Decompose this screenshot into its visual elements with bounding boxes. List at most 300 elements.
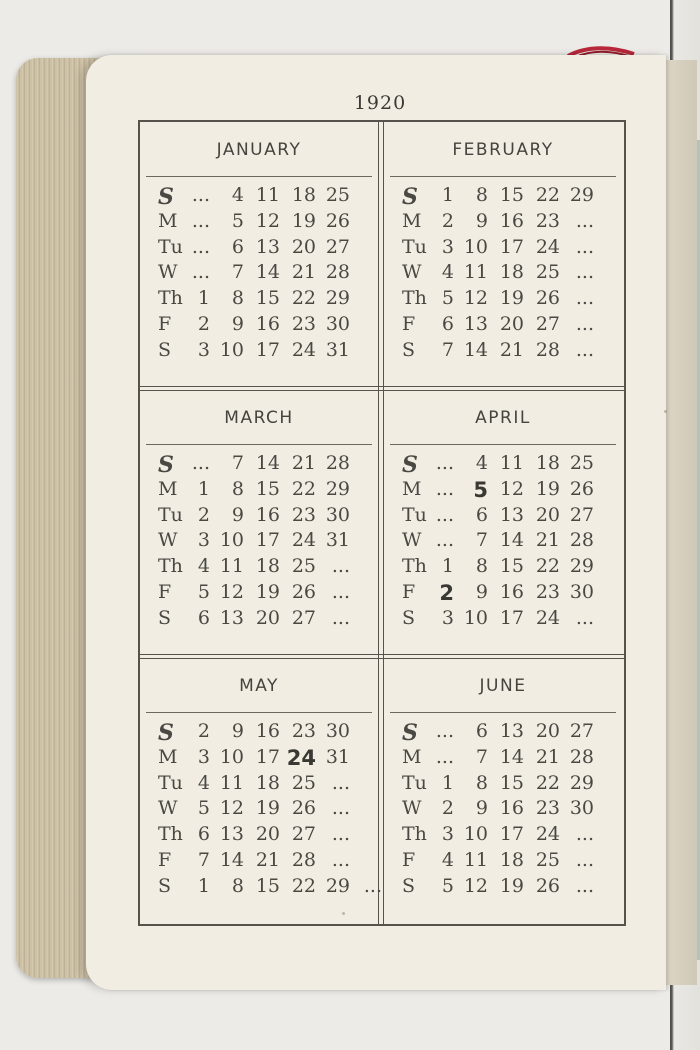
- date-cell: ...: [435, 745, 454, 768]
- date-cell: 13: [255, 235, 280, 258]
- weekday-row: [398, 772, 618, 798]
- date-cell: 26: [569, 477, 594, 500]
- date-cell: 9: [475, 580, 488, 603]
- date-cell: 4: [231, 184, 244, 206]
- date-cell: 22: [291, 287, 316, 310]
- date-cell: 31: [325, 745, 350, 768]
- date-cell: 7: [475, 529, 488, 552]
- date-cell: 30: [325, 503, 350, 526]
- weekday-row: [154, 287, 374, 313]
- weekday-label: S: [402, 874, 416, 897]
- weekday-row: [154, 581, 374, 607]
- date-cell: 7: [231, 452, 244, 474]
- weekday-label: S: [402, 338, 416, 361]
- month-title: MAY: [239, 676, 279, 696]
- date-cell: 30: [569, 580, 594, 603]
- date-cell: 17: [255, 745, 280, 768]
- date-cell: ...: [575, 338, 594, 361]
- date-cell: 15: [255, 874, 280, 897]
- month-april: [384, 390, 622, 658]
- date-cell: 17: [499, 235, 524, 258]
- weekday-row: [398, 797, 618, 823]
- weekday-row: [154, 184, 374, 210]
- date-cell: 9: [475, 209, 488, 232]
- weekday-label: W: [158, 797, 178, 820]
- weekday-row: [154, 772, 374, 798]
- weekday-label: Th: [158, 287, 183, 310]
- date-cell: 3: [197, 338, 210, 361]
- weekday-label: Tu: [158, 771, 183, 794]
- date-cell: ...: [331, 580, 350, 603]
- date-cell: 12: [255, 209, 280, 232]
- date-cell: 14: [255, 452, 280, 474]
- date-cell: 16: [499, 797, 524, 820]
- date-cell: 6: [197, 823, 210, 846]
- date-cell: 23: [535, 580, 560, 603]
- date-cell: 30: [569, 797, 594, 820]
- weekday-row: [398, 236, 618, 262]
- weekday-row: [398, 875, 618, 901]
- weekday-row: [154, 874, 382, 901]
- date-cell: ...: [191, 261, 210, 284]
- date-cell: 27: [569, 720, 594, 742]
- date-cell: 16: [255, 720, 280, 742]
- highlighted-date: 2: [439, 580, 454, 605]
- date-cell: ...: [331, 797, 350, 820]
- date-cell: 1: [197, 874, 210, 897]
- date-cell: 29: [325, 477, 350, 500]
- date-cell: 21: [291, 452, 316, 474]
- weekday-row: [398, 313, 618, 339]
- date-cell: 31: [325, 529, 350, 552]
- weekday-label: Th: [402, 823, 427, 846]
- week-rows: [398, 720, 618, 901]
- weekday-label: W: [158, 529, 178, 552]
- date-cell: 2: [197, 312, 210, 335]
- date-cell: 16: [255, 503, 280, 526]
- weekday-row: [154, 339, 374, 365]
- month-title-rule: [390, 712, 616, 713]
- date-cell: 10: [219, 745, 244, 768]
- weekday-label: M: [402, 209, 422, 232]
- weekday-row: [154, 823, 374, 849]
- weekday-label: S: [402, 184, 418, 210]
- date-cell: 11: [219, 555, 244, 578]
- date-cell: 12: [219, 797, 244, 820]
- date-cell: 24: [291, 529, 316, 552]
- date-cell: 11: [463, 261, 488, 284]
- weekday-label: Th: [402, 287, 427, 310]
- month-january: [140, 122, 378, 390]
- date-cell: 25: [291, 771, 316, 794]
- month-may: [140, 658, 382, 926]
- weekday-row: [154, 504, 374, 530]
- weekday-row: [398, 339, 618, 365]
- weekday-row: [398, 849, 618, 875]
- date-cell: 16: [499, 209, 524, 232]
- weekday-label: Th: [158, 555, 183, 578]
- weekday-row: [154, 236, 374, 262]
- weekday-label: S: [158, 874, 172, 897]
- date-cell: 23: [535, 797, 560, 820]
- weekday-label: W: [402, 261, 422, 284]
- weekday-row: [398, 210, 618, 236]
- month-title: MARCH: [224, 408, 294, 428]
- date-cell: 20: [499, 312, 524, 335]
- date-cell: 25: [535, 261, 560, 284]
- date-cell: ...: [575, 235, 594, 258]
- weekday-label: Th: [158, 823, 183, 846]
- date-cell: 2: [197, 720, 210, 742]
- date-cell: 23: [291, 312, 316, 335]
- weekday-label: W: [402, 797, 422, 820]
- date-cell: 2: [441, 797, 454, 820]
- date-cell: 8: [475, 771, 488, 794]
- date-cell: 26: [535, 287, 560, 310]
- date-cell: 18: [255, 771, 280, 794]
- month-march: [140, 390, 378, 658]
- date-cell: ...: [191, 184, 210, 206]
- week-rows: [154, 184, 374, 365]
- date-cell: 3: [441, 235, 454, 258]
- date-cell: 18: [291, 184, 316, 206]
- date-cell: ...: [575, 261, 594, 284]
- date-cell: 19: [255, 580, 280, 603]
- date-cell: 23: [291, 720, 316, 742]
- next-page-edge: [664, 60, 697, 985]
- week-rows: [154, 452, 374, 633]
- date-cell: ...: [575, 606, 594, 629]
- date-cell: 29: [325, 874, 350, 897]
- date-cell: 4: [441, 261, 454, 284]
- date-cell: 21: [499, 338, 524, 361]
- date-cell: ...: [331, 555, 350, 578]
- date-cell: 29: [569, 184, 594, 206]
- date-cell: 28: [569, 529, 594, 552]
- weekday-row: [398, 478, 618, 504]
- date-cell: 12: [463, 874, 488, 897]
- date-cell: 8: [231, 874, 244, 897]
- weekday-row: [398, 607, 618, 633]
- date-cell: ...: [191, 452, 210, 474]
- month-title-rule: [390, 176, 616, 177]
- date-cell: 25: [569, 452, 594, 474]
- date-cell: 29: [325, 287, 350, 310]
- weekday-row: [398, 581, 618, 607]
- date-cell: 19: [255, 797, 280, 820]
- date-cell: 21: [535, 529, 560, 552]
- date-cell: 12: [499, 477, 524, 500]
- month-title-rule: [146, 712, 372, 713]
- date-cell: 14: [499, 745, 524, 768]
- date-cell: 9: [475, 797, 488, 820]
- date-cell: 1: [441, 771, 454, 794]
- weekday-row: [398, 287, 618, 313]
- date-cell: 8: [231, 287, 244, 310]
- date-cell: 9: [231, 312, 244, 335]
- date-cell: 4: [197, 771, 210, 794]
- weekday-row: [398, 261, 618, 287]
- date-cell: 4: [441, 848, 454, 871]
- weekday-label: M: [402, 745, 422, 768]
- weekday-label: Tu: [402, 771, 427, 794]
- date-cell: 13: [219, 823, 244, 846]
- date-cell: 21: [255, 848, 280, 871]
- date-cell: 15: [499, 184, 524, 206]
- date-cell: 9: [231, 503, 244, 526]
- page-spot: [342, 912, 345, 915]
- date-cell: ...: [435, 529, 454, 552]
- weekday-row: [154, 797, 374, 823]
- month-title-rule: [390, 444, 616, 445]
- date-cell: 6: [441, 312, 454, 335]
- weekday-label: F: [158, 848, 172, 871]
- date-cell: 28: [291, 848, 316, 871]
- date-cell: 28: [535, 338, 560, 361]
- date-cell: 19: [499, 874, 524, 897]
- date-cell: ...: [191, 209, 210, 232]
- date-cell: 13: [463, 312, 488, 335]
- date-cell: 11: [463, 848, 488, 871]
- weekday-label: F: [158, 580, 172, 603]
- date-cell: 24: [535, 606, 560, 629]
- date-cell: ...: [363, 874, 382, 897]
- weekday-row: [154, 607, 374, 633]
- date-cell: 2: [441, 209, 454, 232]
- date-cell: 20: [535, 503, 560, 526]
- date-cell: 21: [535, 745, 560, 768]
- weekday-row: [398, 555, 618, 581]
- weekday-label: W: [158, 261, 178, 284]
- weekday-row: [154, 313, 374, 339]
- date-cell: 10: [219, 529, 244, 552]
- date-cell: 30: [325, 720, 350, 742]
- weekday-label: F: [402, 848, 416, 871]
- date-cell: 18: [535, 452, 560, 474]
- date-cell: 8: [231, 477, 244, 500]
- date-cell: ...: [435, 503, 454, 526]
- date-cell: 16: [255, 312, 280, 335]
- date-cell: 25: [535, 848, 560, 871]
- week-rows: [398, 184, 618, 365]
- date-cell: 22: [291, 874, 316, 897]
- date-cell: 21: [291, 261, 316, 284]
- date-cell: 10: [463, 235, 488, 258]
- weekday-label: S: [158, 606, 172, 629]
- date-cell: 24: [535, 823, 560, 846]
- date-cell: 11: [499, 452, 524, 474]
- month-title: JUNE: [479, 676, 527, 696]
- weekday-row: [398, 746, 618, 772]
- date-cell: 10: [463, 823, 488, 846]
- date-cell: 28: [325, 452, 350, 474]
- date-cell: 17: [499, 823, 524, 846]
- date-cell: 22: [535, 555, 560, 578]
- date-cell: ...: [575, 874, 594, 897]
- date-cell: 20: [255, 606, 280, 629]
- date-cell: 14: [499, 529, 524, 552]
- date-cell: 13: [499, 503, 524, 526]
- weekday-row: [398, 529, 618, 555]
- month-title-rule: [146, 176, 372, 177]
- date-cell: 14: [219, 848, 244, 871]
- weekday-label: M: [158, 745, 178, 768]
- date-cell: 27: [291, 606, 316, 629]
- date-cell: 4: [475, 452, 488, 474]
- date-cell: 26: [291, 580, 316, 603]
- date-cell: 24: [535, 235, 560, 258]
- date-cell: 13: [219, 606, 244, 629]
- date-cell: 28: [569, 745, 594, 768]
- month-title-rule: [146, 444, 372, 445]
- date-cell: 14: [463, 338, 488, 361]
- date-cell: 8: [475, 555, 488, 578]
- date-cell: 17: [255, 338, 280, 361]
- date-cell: 3: [197, 529, 210, 552]
- date-cell: 7: [197, 848, 210, 871]
- date-cell: 18: [499, 848, 524, 871]
- date-cell: 16: [499, 580, 524, 603]
- date-cell: 12: [463, 287, 488, 310]
- date-cell: 5: [197, 797, 210, 820]
- weekday-row: [154, 529, 374, 555]
- page-spot: [664, 410, 667, 413]
- date-cell: ...: [575, 823, 594, 846]
- date-cell: 6: [475, 720, 488, 742]
- date-cell: 3: [441, 823, 454, 846]
- highlighted-date: 24: [286, 745, 316, 770]
- date-cell: 27: [569, 503, 594, 526]
- date-cell: ...: [331, 848, 350, 871]
- date-cell: 20: [291, 235, 316, 258]
- month-june: [384, 658, 622, 926]
- weekday-row: [398, 720, 618, 746]
- date-cell: 18: [499, 261, 524, 284]
- date-cell: 15: [255, 477, 280, 500]
- date-cell: 25: [325, 184, 350, 206]
- weekday-row: [398, 504, 618, 530]
- weekday-label: Tu: [402, 503, 427, 526]
- date-cell: 22: [535, 771, 560, 794]
- weekday-label: Tu: [158, 503, 183, 526]
- date-cell: 26: [291, 797, 316, 820]
- date-cell: 2: [197, 503, 210, 526]
- month-title: APRIL: [475, 408, 531, 428]
- date-cell: 18: [255, 555, 280, 578]
- weekday-row: [398, 452, 618, 478]
- date-cell: 20: [255, 823, 280, 846]
- weekday-row: [154, 555, 374, 581]
- date-cell: 11: [219, 771, 244, 794]
- date-cell: 24: [291, 338, 316, 361]
- date-cell: 1: [441, 555, 454, 578]
- weekday-label: S: [158, 338, 172, 361]
- month-title: FEBRUARY: [452, 140, 554, 160]
- date-cell: 15: [499, 771, 524, 794]
- date-cell: 26: [325, 209, 350, 232]
- date-cell: ...: [331, 823, 350, 846]
- date-cell: 12: [219, 580, 244, 603]
- weekday-row: [154, 452, 374, 478]
- date-cell: 6: [475, 503, 488, 526]
- date-cell: ...: [575, 209, 594, 232]
- weekday-label: W: [402, 529, 422, 552]
- date-cell: 7: [441, 338, 454, 361]
- weekday-label: Tu: [402, 235, 427, 258]
- weekday-row: [154, 746, 374, 772]
- date-cell: 5: [231, 209, 244, 232]
- date-cell: 5: [197, 580, 210, 603]
- date-cell: 5: [441, 874, 454, 897]
- date-cell: 25: [291, 555, 316, 578]
- date-cell: 27: [325, 235, 350, 258]
- date-cell: 29: [569, 771, 594, 794]
- date-cell: ...: [575, 848, 594, 871]
- date-cell: 27: [535, 312, 560, 335]
- date-cell: 6: [231, 235, 244, 258]
- date-cell: 1: [441, 184, 454, 206]
- date-cell: 7: [475, 745, 488, 768]
- date-cell: 7: [231, 261, 244, 284]
- date-cell: 15: [499, 555, 524, 578]
- week-rows: [154, 720, 382, 901]
- date-cell: 28: [325, 261, 350, 284]
- weekday-label: S: [402, 606, 416, 629]
- date-cell: 17: [255, 529, 280, 552]
- date-cell: 3: [197, 745, 210, 768]
- date-cell: 1: [197, 477, 210, 500]
- date-cell: 13: [499, 720, 524, 742]
- weekday-label: S: [158, 720, 174, 746]
- date-cell: ...: [191, 235, 210, 258]
- week-rows: [398, 452, 618, 633]
- weekday-label: S: [402, 720, 418, 746]
- date-cell: 3: [441, 606, 454, 629]
- date-cell: ...: [575, 312, 594, 335]
- date-cell: 6: [197, 606, 210, 629]
- date-cell: 19: [535, 477, 560, 500]
- date-cell: 23: [291, 503, 316, 526]
- date-cell: 15: [255, 287, 280, 310]
- weekday-label: S: [158, 184, 174, 210]
- date-cell: ...: [435, 720, 454, 742]
- page-year: 1920: [353, 92, 407, 114]
- date-cell: 22: [291, 477, 316, 500]
- date-cell: 29: [569, 555, 594, 578]
- weekday-row: [154, 210, 374, 236]
- weekday-label: F: [402, 580, 416, 603]
- date-cell: 8: [475, 184, 488, 206]
- weekday-label: Th: [402, 555, 427, 578]
- date-cell: 14: [255, 261, 280, 284]
- date-cell: 27: [291, 823, 316, 846]
- date-cell: 26: [535, 874, 560, 897]
- date-cell: 11: [255, 184, 280, 206]
- date-cell: ...: [435, 477, 454, 500]
- date-cell: 1: [197, 287, 210, 310]
- date-cell: ...: [331, 771, 350, 794]
- date-cell: 5: [441, 287, 454, 310]
- weekday-label: M: [158, 477, 178, 500]
- weekday-label: F: [158, 312, 172, 335]
- weekday-row: [398, 184, 618, 210]
- date-cell: 23: [535, 209, 560, 232]
- weekday-label: Tu: [158, 235, 183, 258]
- date-cell: 20: [535, 720, 560, 742]
- date-cell: 10: [463, 606, 488, 629]
- date-cell: 19: [499, 287, 524, 310]
- month-title: JANUARY: [216, 140, 302, 160]
